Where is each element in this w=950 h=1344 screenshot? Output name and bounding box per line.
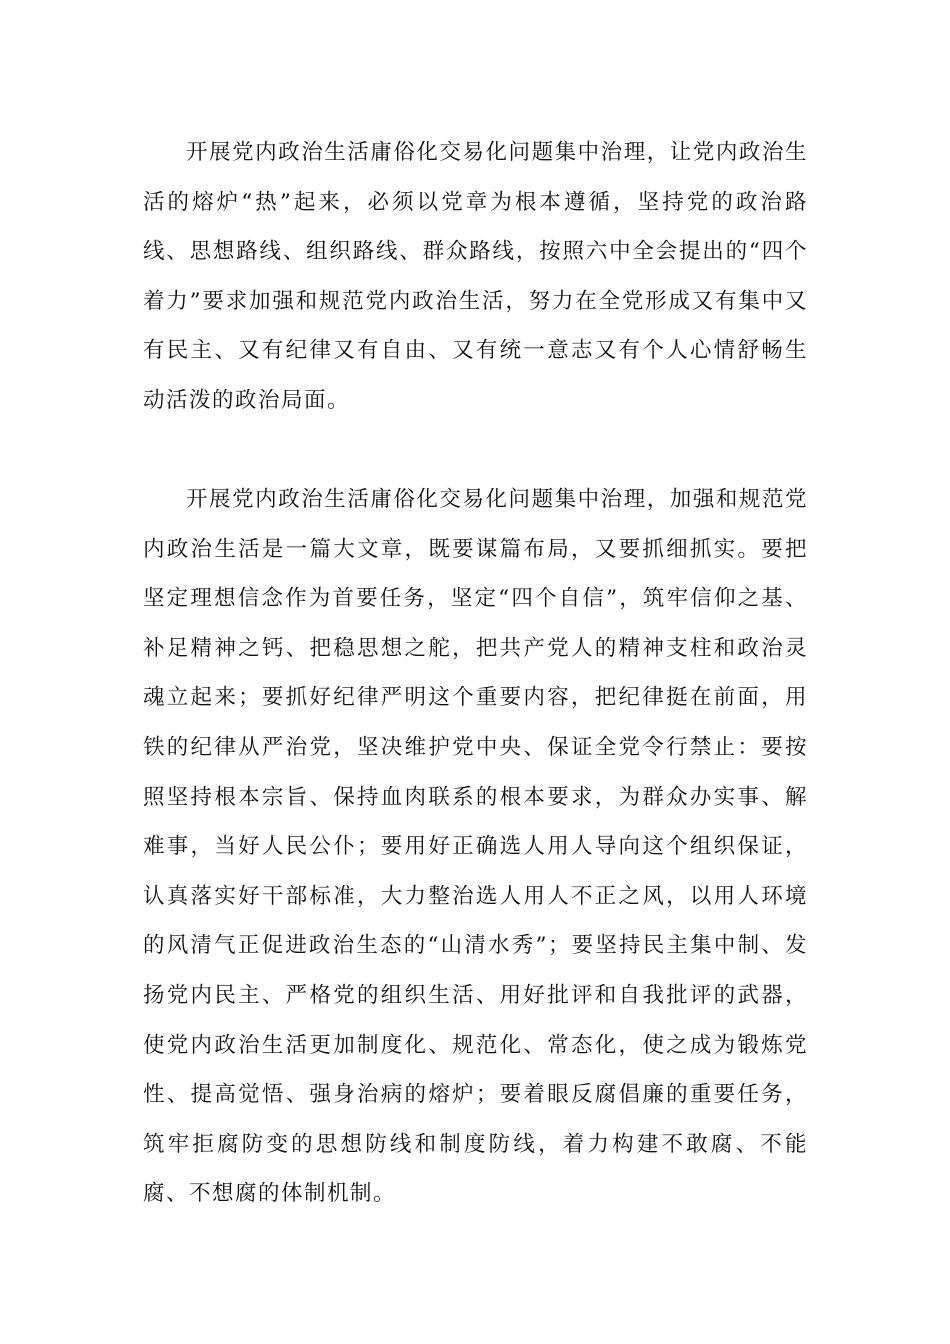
- paragraph-2: 开展党内政治生活庸俗化交易化问题集中治理，加强和规范党内政治生活是一篇大文章，既要谋篇布局，又要抓细抓实。要把坚定理想信念作为首要任务，坚定“四个自信”，筑牢信仰之基、补足精神之钙、把稳思想之舵，把共产党人的精神支柱和政治灵魂立起来；要抓好纪律严明这个重要内容，把纪律挺在前面，用铁的纪律从严治党，坚决维护党中央、保证全党令行禁止：要按照坚持根本宗旨、保持血肉联系的根本要求，为群众办实事、解难事，当好人民公仆；要用好正确选人用人导向这个组织保证，认真落实好干部标准，大力整治选人用人不正之风，以用人环境的风清气正促进政治生态的“山清水秀”；要坚持民主集中制、发扬党内民主、严格党的组织生活、用好批评和自我批评的武器，使党内政治生活更加制度化、规范化、常态化，使之成为锻炼党性、提高觉悟、强身治病的熔炉；要着眼反腐倡廉的重要任务，筑牢拒腐防变的思想防线和制度防线，着力构建不敢腐、不能腐、不想腐的体制机制。: [143, 487, 808, 1207]
- paragraph-1: 开展党内政治生活庸俗化交易化问题集中治理，让党内政治生活的熔炉“热”起来，必须以党章为根本遵循，坚持党的政治路线、思想路线、组织路线、群众路线，按照六中全会提出的“四个着力”要求加强和规范党内政治生活，努力在全党形成又有集中又有民主、又有纪律又有自由、又有统一意志又有个人心情舒畅生动活泼的政治局面。: [143, 140, 808, 413]
